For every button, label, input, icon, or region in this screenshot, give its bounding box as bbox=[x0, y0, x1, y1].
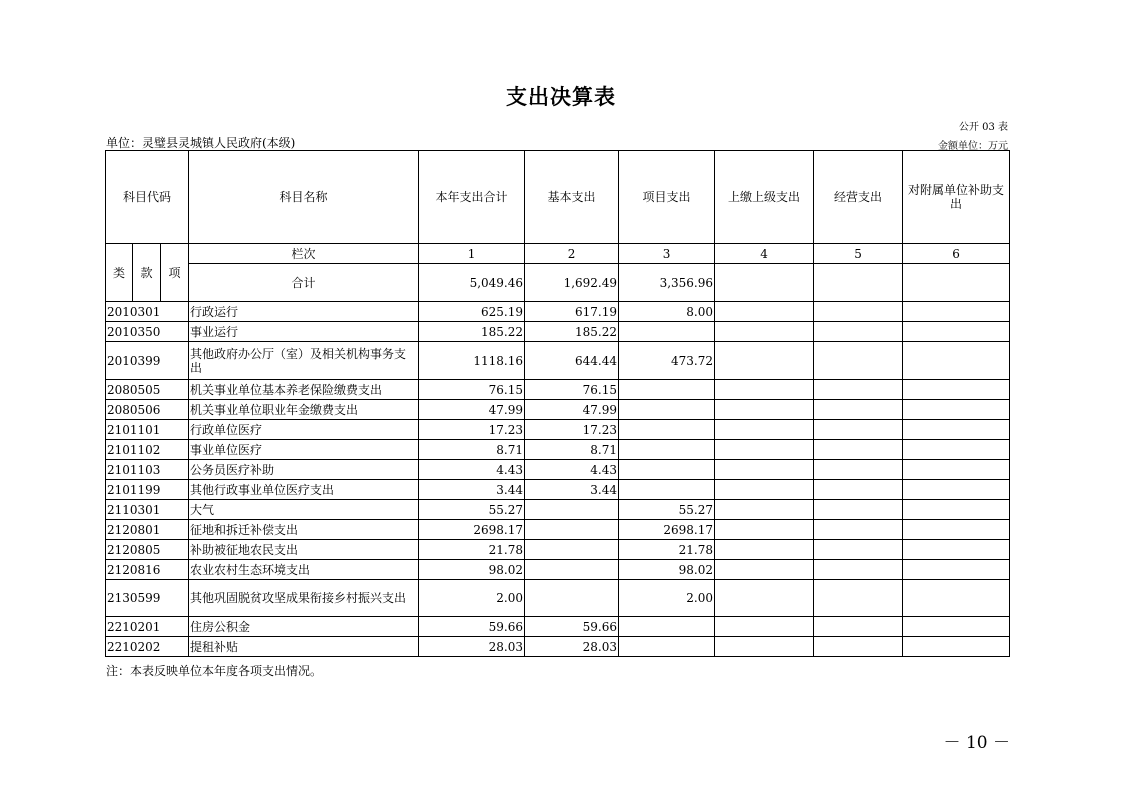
cell-total: 21.78 bbox=[419, 540, 525, 560]
cell-project bbox=[619, 617, 715, 637]
cell-subsidy bbox=[903, 342, 1010, 380]
cell-code: 2120805 bbox=[106, 540, 189, 560]
cell-subsidy bbox=[903, 380, 1010, 400]
cell-basic: 644.44 bbox=[525, 342, 619, 380]
table-header bbox=[106, 151, 1010, 302]
header-kuan: 款 bbox=[133, 244, 161, 302]
cell-business bbox=[814, 637, 903, 657]
cell-business bbox=[814, 617, 903, 637]
cell-name: 其他行政事业单位医疗支出 bbox=[189, 480, 419, 500]
column-number-2: 2 bbox=[525, 244, 619, 264]
cell-project: 2.00 bbox=[619, 580, 715, 617]
cell-subsidy bbox=[903, 540, 1010, 560]
header-xiang: 项 bbox=[161, 244, 189, 302]
cell-total: 55.27 bbox=[419, 500, 525, 520]
cell-total: 3.44 bbox=[419, 480, 525, 500]
cell-project: 55.27 bbox=[619, 500, 715, 520]
cell-total: 2.00 bbox=[419, 580, 525, 617]
cell-business bbox=[814, 460, 903, 480]
cell-total: 17.23 bbox=[419, 420, 525, 440]
cell-project: 21.78 bbox=[619, 540, 715, 560]
cell-basic bbox=[525, 560, 619, 580]
cell-subsidy bbox=[903, 322, 1010, 342]
cell-project bbox=[619, 380, 715, 400]
table-row bbox=[106, 637, 1010, 657]
cell-upper bbox=[715, 460, 814, 480]
cell-total: 185.22 bbox=[419, 322, 525, 342]
cell-subsidy bbox=[903, 302, 1010, 322]
unit-label: 单位：灵璧县灵城镇人民政府(本级) bbox=[106, 136, 296, 150]
cell-total: 2698.17 bbox=[419, 520, 525, 540]
cell-project: 8.00 bbox=[619, 302, 715, 322]
cell-subsidy bbox=[903, 520, 1010, 540]
cell-total: 98.02 bbox=[419, 560, 525, 580]
cell-upper bbox=[715, 440, 814, 460]
table-row bbox=[106, 302, 1010, 322]
cell-subsidy bbox=[903, 400, 1010, 420]
cell-basic bbox=[525, 580, 619, 617]
cell-basic: 4.43 bbox=[525, 460, 619, 480]
cell-upper bbox=[715, 500, 814, 520]
cell-basic: 185.22 bbox=[525, 322, 619, 342]
header-basic: 基本支出 bbox=[525, 151, 619, 244]
column-number-row bbox=[106, 244, 1010, 264]
expenditure-table bbox=[105, 150, 1010, 657]
cell-code: 2210201 bbox=[106, 617, 189, 637]
cell-basic bbox=[525, 540, 619, 560]
table-row bbox=[106, 500, 1010, 520]
cell-project bbox=[619, 322, 715, 342]
table-row bbox=[106, 322, 1010, 342]
cell-upper bbox=[715, 342, 814, 380]
cell-project bbox=[619, 637, 715, 657]
table-row bbox=[106, 560, 1010, 580]
summary-label: 合计 bbox=[189, 264, 419, 302]
cell-project bbox=[619, 480, 715, 500]
cell-total: 1118.16 bbox=[419, 342, 525, 380]
table-row bbox=[106, 580, 1010, 617]
column-number-3: 3 bbox=[619, 244, 715, 264]
cell-business bbox=[814, 420, 903, 440]
cell-code: 2110301 bbox=[106, 500, 189, 520]
summary-business bbox=[814, 264, 903, 302]
cell-name: 住房公积金 bbox=[189, 617, 419, 637]
cell-basic: 3.44 bbox=[525, 480, 619, 500]
cell-total: 59.66 bbox=[419, 617, 525, 637]
cell-name: 行政运行 bbox=[189, 302, 419, 322]
cell-business bbox=[814, 400, 903, 420]
cell-code: 2130599 bbox=[106, 580, 189, 617]
table-row bbox=[106, 520, 1010, 540]
cell-project bbox=[619, 400, 715, 420]
cell-name: 事业单位医疗 bbox=[189, 440, 419, 460]
cell-subsidy bbox=[903, 580, 1010, 617]
cell-business bbox=[814, 322, 903, 342]
cell-code: 2101199 bbox=[106, 480, 189, 500]
cell-upper bbox=[715, 420, 814, 440]
cell-code: 2010399 bbox=[106, 342, 189, 380]
cell-subsidy bbox=[903, 560, 1010, 580]
header-name: 科目名称 bbox=[189, 151, 419, 244]
summary-upper bbox=[715, 264, 814, 302]
cell-upper bbox=[715, 520, 814, 540]
header-subsidy: 对附属单位补助支出 bbox=[903, 151, 1010, 244]
cell-basic: 8.71 bbox=[525, 440, 619, 460]
cell-subsidy bbox=[903, 420, 1010, 440]
cell-business bbox=[814, 302, 903, 322]
cell-total: 625.19 bbox=[419, 302, 525, 322]
cell-project bbox=[619, 460, 715, 480]
column-number-6: 6 bbox=[903, 244, 1010, 264]
cell-project: 98.02 bbox=[619, 560, 715, 580]
cell-name: 机关事业单位职业年金缴费支出 bbox=[189, 400, 419, 420]
table-row bbox=[106, 342, 1010, 380]
header-business: 经营支出 bbox=[814, 151, 903, 244]
summary-subsidy bbox=[903, 264, 1010, 302]
cell-business bbox=[814, 440, 903, 460]
table-row bbox=[106, 480, 1010, 500]
table-row bbox=[106, 400, 1010, 420]
column-number-5: 5 bbox=[814, 244, 903, 264]
cell-code: 2101101 bbox=[106, 420, 189, 440]
cell-basic: 617.19 bbox=[525, 302, 619, 322]
cell-subsidy bbox=[903, 617, 1010, 637]
cell-name: 其他政府办公厅（室）及相关机构事务支出 bbox=[189, 342, 419, 380]
cell-project: 2698.17 bbox=[619, 520, 715, 540]
cell-upper bbox=[715, 400, 814, 420]
cell-code: 2080506 bbox=[106, 400, 189, 420]
cell-code: 2010350 bbox=[106, 322, 189, 342]
cell-subsidy bbox=[903, 440, 1010, 460]
cell-basic bbox=[525, 500, 619, 520]
cell-business bbox=[814, 540, 903, 560]
cell-upper bbox=[715, 617, 814, 637]
cell-upper bbox=[715, 480, 814, 500]
cell-name: 大气 bbox=[189, 500, 419, 520]
cell-subsidy bbox=[903, 460, 1010, 480]
table-row bbox=[106, 440, 1010, 460]
header-lei: 类 bbox=[106, 244, 133, 302]
header-upper: 上缴上级支出 bbox=[715, 151, 814, 244]
cell-name: 机关事业单位基本养老保险缴费支出 bbox=[189, 380, 419, 400]
column-number-1: 1 bbox=[419, 244, 525, 264]
cell-project bbox=[619, 440, 715, 460]
cell-subsidy bbox=[903, 500, 1010, 520]
table-row bbox=[106, 380, 1010, 400]
cell-project bbox=[619, 420, 715, 440]
table-row bbox=[106, 420, 1010, 440]
cell-code: 2120801 bbox=[106, 520, 189, 540]
header-total: 本年支出合计 bbox=[419, 151, 525, 244]
cell-business bbox=[814, 380, 903, 400]
cell-upper bbox=[715, 540, 814, 560]
page-number: － 10 － bbox=[943, 733, 1010, 753]
table-row bbox=[106, 460, 1010, 480]
cell-upper bbox=[715, 580, 814, 617]
cell-name: 行政单位医疗 bbox=[189, 420, 419, 440]
summary-basic: 1,692.49 bbox=[525, 264, 619, 302]
table-body bbox=[106, 302, 1010, 657]
cell-basic: 28.03 bbox=[525, 637, 619, 657]
cell-code: 2101102 bbox=[106, 440, 189, 460]
cell-name: 事业运行 bbox=[189, 322, 419, 342]
page-title: 支出决算表 bbox=[506, 85, 616, 109]
cell-project: 473.72 bbox=[619, 342, 715, 380]
table-note: 注：本表反映单位本年度各项支出情况。 bbox=[106, 664, 323, 678]
cell-business bbox=[814, 480, 903, 500]
cell-total: 76.15 bbox=[419, 380, 525, 400]
cell-basic: 47.99 bbox=[525, 400, 619, 420]
cell-total: 28.03 bbox=[419, 637, 525, 657]
cell-business bbox=[814, 560, 903, 580]
form-code: 公开 03 表 bbox=[958, 122, 1008, 133]
cell-name: 其他巩固脱贫攻坚成果衔接乡村振兴支出 bbox=[189, 580, 419, 617]
cell-code: 2120816 bbox=[106, 560, 189, 580]
summary-row bbox=[106, 264, 1010, 302]
table-row bbox=[106, 540, 1010, 560]
cell-business bbox=[814, 520, 903, 540]
cell-business bbox=[814, 580, 903, 617]
header-code: 科目代码 bbox=[106, 151, 189, 244]
cell-basic: 59.66 bbox=[525, 617, 619, 637]
summary-project: 3,356.96 bbox=[619, 264, 715, 302]
column-number-4: 4 bbox=[715, 244, 814, 264]
cell-total: 8.71 bbox=[419, 440, 525, 460]
summary-total: 5,049.46 bbox=[419, 264, 525, 302]
cell-code: 2210202 bbox=[106, 637, 189, 657]
cell-code: 2101103 bbox=[106, 460, 189, 480]
cell-upper bbox=[715, 637, 814, 657]
header-lanci: 栏次 bbox=[189, 244, 419, 264]
cell-total: 47.99 bbox=[419, 400, 525, 420]
cell-name: 公务员医疗补助 bbox=[189, 460, 419, 480]
cell-subsidy bbox=[903, 480, 1010, 500]
cell-code: 2080505 bbox=[106, 380, 189, 400]
cell-subsidy bbox=[903, 637, 1010, 657]
header-row bbox=[106, 151, 1010, 244]
cell-business bbox=[814, 500, 903, 520]
cell-business bbox=[814, 342, 903, 380]
header-project: 项目支出 bbox=[619, 151, 715, 244]
cell-name: 征地和拆迁补偿支出 bbox=[189, 520, 419, 540]
cell-basic: 17.23 bbox=[525, 420, 619, 440]
cell-upper bbox=[715, 560, 814, 580]
cell-basic: 76.15 bbox=[525, 380, 619, 400]
cell-code: 2010301 bbox=[106, 302, 189, 322]
cell-name: 提租补贴 bbox=[189, 637, 419, 657]
cell-name: 农业农村生态环境支出 bbox=[189, 560, 419, 580]
cell-upper bbox=[715, 322, 814, 342]
cell-name: 补助被征地农民支出 bbox=[189, 540, 419, 560]
cell-basic bbox=[525, 520, 619, 540]
cell-upper bbox=[715, 302, 814, 322]
cell-upper bbox=[715, 380, 814, 400]
table-row bbox=[106, 617, 1010, 637]
cell-total: 4.43 bbox=[419, 460, 525, 480]
amount-unit-label: 金额单位：万元 bbox=[938, 141, 1008, 152]
